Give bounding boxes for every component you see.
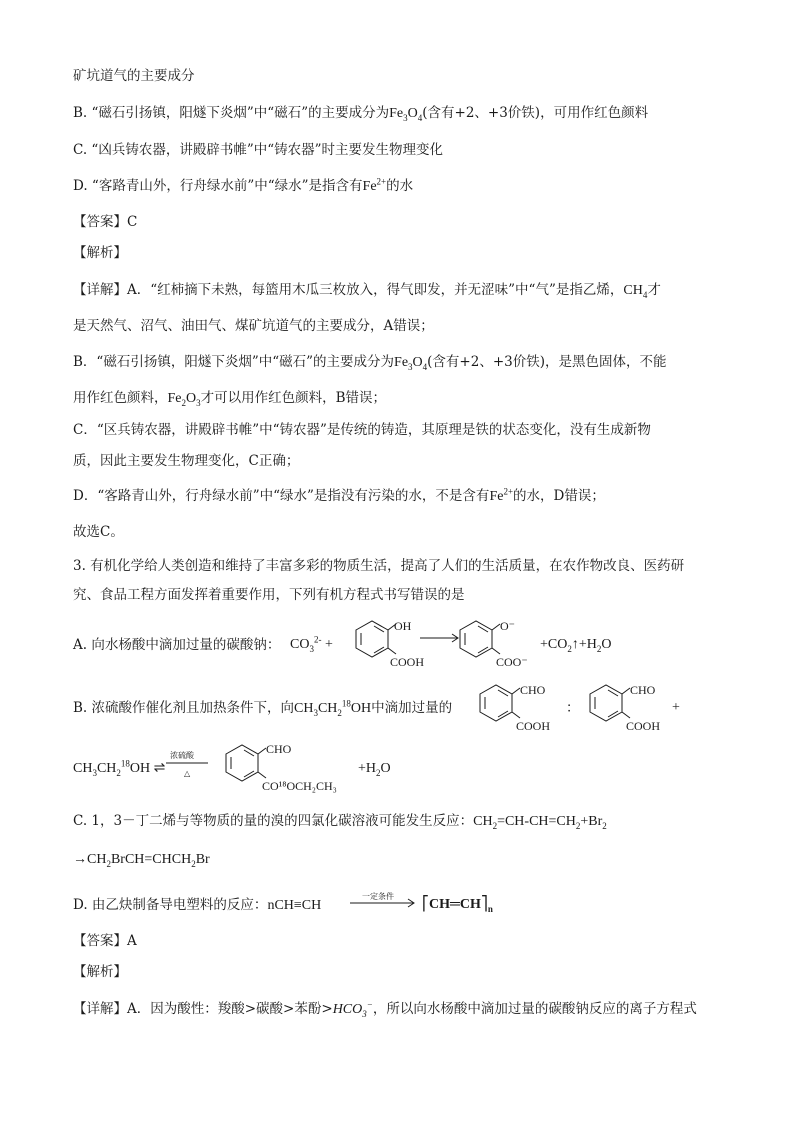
explain-line bbox=[73, 353, 667, 372]
rxn-a-rhs: $+CO_2↑+H_2O$ bbox=[540, 637, 612, 654]
formula-ethanol-18: $CH_3CH_2^{18}OH$ bbox=[294, 698, 372, 718]
cho-label: CHO bbox=[266, 742, 292, 756]
formula-fe3o4: $Fe_3O_4$ bbox=[389, 106, 423, 123]
option-b bbox=[73, 104, 648, 123]
text: (含有+2、+3价铁)，是黑色固体，不能 bbox=[427, 354, 667, 370]
ester-label: CO¹⁸OCH₂CH₃ bbox=[262, 779, 337, 793]
rxn-c-1: $CH_2=CH-CH=CH_2+Br_2$ bbox=[473, 814, 607, 831]
heat-label: △ bbox=[184, 769, 191, 778]
text: D. 由乙炔制备导电塑料的反应： bbox=[73, 897, 268, 913]
bracket-left: ⎡ bbox=[422, 897, 429, 912]
rxn-b-rhs: $+H_2O$ bbox=[358, 761, 391, 778]
text: D. “客路青山外，行舟绿水前”中“绿水”是指含有 bbox=[73, 178, 363, 194]
rxn-c-2: $\to CH_2BrCH=CHCH_2Br$ bbox=[73, 852, 210, 869]
analysis-label: 【解析】 bbox=[73, 964, 127, 980]
ester-structure bbox=[218, 738, 378, 800]
text: ，所以向水杨酸中滴加过量的碳酸钠反应的离子方程式 bbox=[372, 1001, 697, 1017]
text: 【详解】A．因为酸性：羧酸>碳酸>苯酚> bbox=[73, 1001, 333, 1017]
explain-line: 故选C。 bbox=[73, 524, 124, 540]
plus-sign: + bbox=[672, 700, 680, 715]
explain-line bbox=[73, 281, 661, 300]
polymer-unit: CH═CH bbox=[429, 897, 481, 912]
analysis-label: 【解析】 bbox=[73, 245, 127, 261]
formula-fe3o4: $Fe_3O_4$ bbox=[394, 355, 428, 372]
reaction-condition-d bbox=[348, 890, 418, 914]
cooh-label: COOH bbox=[626, 719, 661, 733]
condition-label: 一定条件 bbox=[362, 892, 394, 901]
rxn-d-rhs bbox=[422, 896, 493, 914]
question-3-line: 究、食品工程方面发挥着重要作用，下列有机方程式书写错误的是 bbox=[73, 587, 465, 603]
text: 才 bbox=[647, 282, 661, 298]
cho-label: CHO bbox=[520, 683, 546, 697]
formula-fe2plus: $Fe^{2+}$ bbox=[362, 176, 387, 194]
explain-line bbox=[73, 389, 386, 408]
o-minus-label: O⁻ bbox=[500, 619, 515, 633]
text: 中滴加过量的 bbox=[371, 700, 453, 716]
formula-ch4: $CH_4$ bbox=[623, 283, 648, 300]
formula-fe2o3: $Fe_2O_3$ bbox=[167, 391, 201, 408]
bracket-right: ⎤ bbox=[480, 897, 488, 912]
text: 【详解】A．“红柿摘下未熟，每篮用木瓜三枚放入，得气即发，并无涩味”中“气”是指乙烯， bbox=[73, 282, 624, 298]
option-c-q3 bbox=[73, 812, 607, 831]
text: D．“客路青山外，行舟绿水前”中“绿水”是指没有污染的水，不是含有 bbox=[73, 488, 490, 504]
text: B．“磁石引扬镇，阳燧下炎烟”中“磁石”的主要成分为 bbox=[73, 354, 395, 370]
explain-line: 质，因此主要发生物理变化，C正确； bbox=[73, 453, 300, 469]
rxn-b-lhs: $CH_3CH_2^{18}OH$ ⇌ bbox=[73, 758, 166, 778]
rxn-d-lhs: nCH≡CH bbox=[267, 898, 322, 913]
salicylate-structure bbox=[448, 618, 548, 672]
option-a bbox=[73, 636, 280, 654]
formula-fe2plus: $Fe^{2+}$ bbox=[489, 486, 514, 504]
text: 才可以用作红色颜料，B错误； bbox=[200, 390, 387, 406]
option-c: C. “凶兵铸农器，讲殿辟书帷”中“铸农器”时主要发生物理变化 bbox=[73, 142, 444, 158]
answer-label: 【答案】A bbox=[73, 933, 137, 949]
text: B. “磁石引扬镇，阳燧下炎烟”中“磁石”的主要成分为 bbox=[73, 105, 390, 121]
formylbenzoic-acid-structure bbox=[586, 682, 681, 736]
explain-line: 是天然气、沼气、油田气、煤矿坑道气的主要成分，A错误； bbox=[73, 318, 434, 334]
answer-label: 【答案】C bbox=[73, 214, 138, 230]
formylbenzoic-acid-structure bbox=[476, 682, 571, 736]
question-3-line: 3. 有机化学给人类创造和维持了丰富多彩的物质生活，提高了人们的生活质量，在农作物改良、医药研 bbox=[73, 558, 685, 574]
degree-n: n bbox=[487, 903, 493, 914]
text-line: 矿坑道气的主要成分 bbox=[73, 68, 195, 84]
explain-line: C．“区兵铸农器，讲殿辟书帷”中“铸农器”是传统的铸造，其原理是铁的状态变化，没有生成新物 bbox=[73, 422, 651, 438]
text: 用作红色颜料， bbox=[73, 390, 168, 406]
explain-line bbox=[73, 487, 605, 506]
reaction-condition bbox=[162, 744, 222, 784]
rxn-a-lhs: $CO_3^{2-}$ + bbox=[290, 634, 333, 654]
coo-minus-label: COO⁻ bbox=[496, 655, 528, 669]
option-d-q3 bbox=[73, 896, 321, 915]
text: A. 向水杨酸中滴加过量的碳酸钠： bbox=[73, 637, 281, 653]
text: B. 浓硫酸作催化剂且加热条件下，向 bbox=[73, 700, 295, 716]
text: C. 1，3－丁二烯与等物质的量的溴的四氯化碳溶液可能发生反应： bbox=[73, 813, 474, 829]
explain-line bbox=[73, 1000, 697, 1019]
condition-label: 浓硫酸 bbox=[170, 751, 194, 760]
text: 的水 bbox=[386, 178, 414, 194]
text: (含有+2、+3价铁)，可用作红色颜料 bbox=[422, 105, 649, 121]
option-b-q3 bbox=[73, 699, 452, 718]
cooh-label: COOH bbox=[390, 655, 425, 669]
cooh-label: COOH bbox=[516, 719, 551, 733]
cho-label: CHO bbox=[630, 683, 656, 697]
text: 的水，D错误； bbox=[513, 488, 605, 504]
formula-hco3: $HCO_3^-$ bbox=[332, 999, 373, 1019]
option-d bbox=[73, 177, 413, 196]
colon: ： bbox=[566, 700, 580, 716]
oh-label: OH bbox=[394, 619, 412, 633]
